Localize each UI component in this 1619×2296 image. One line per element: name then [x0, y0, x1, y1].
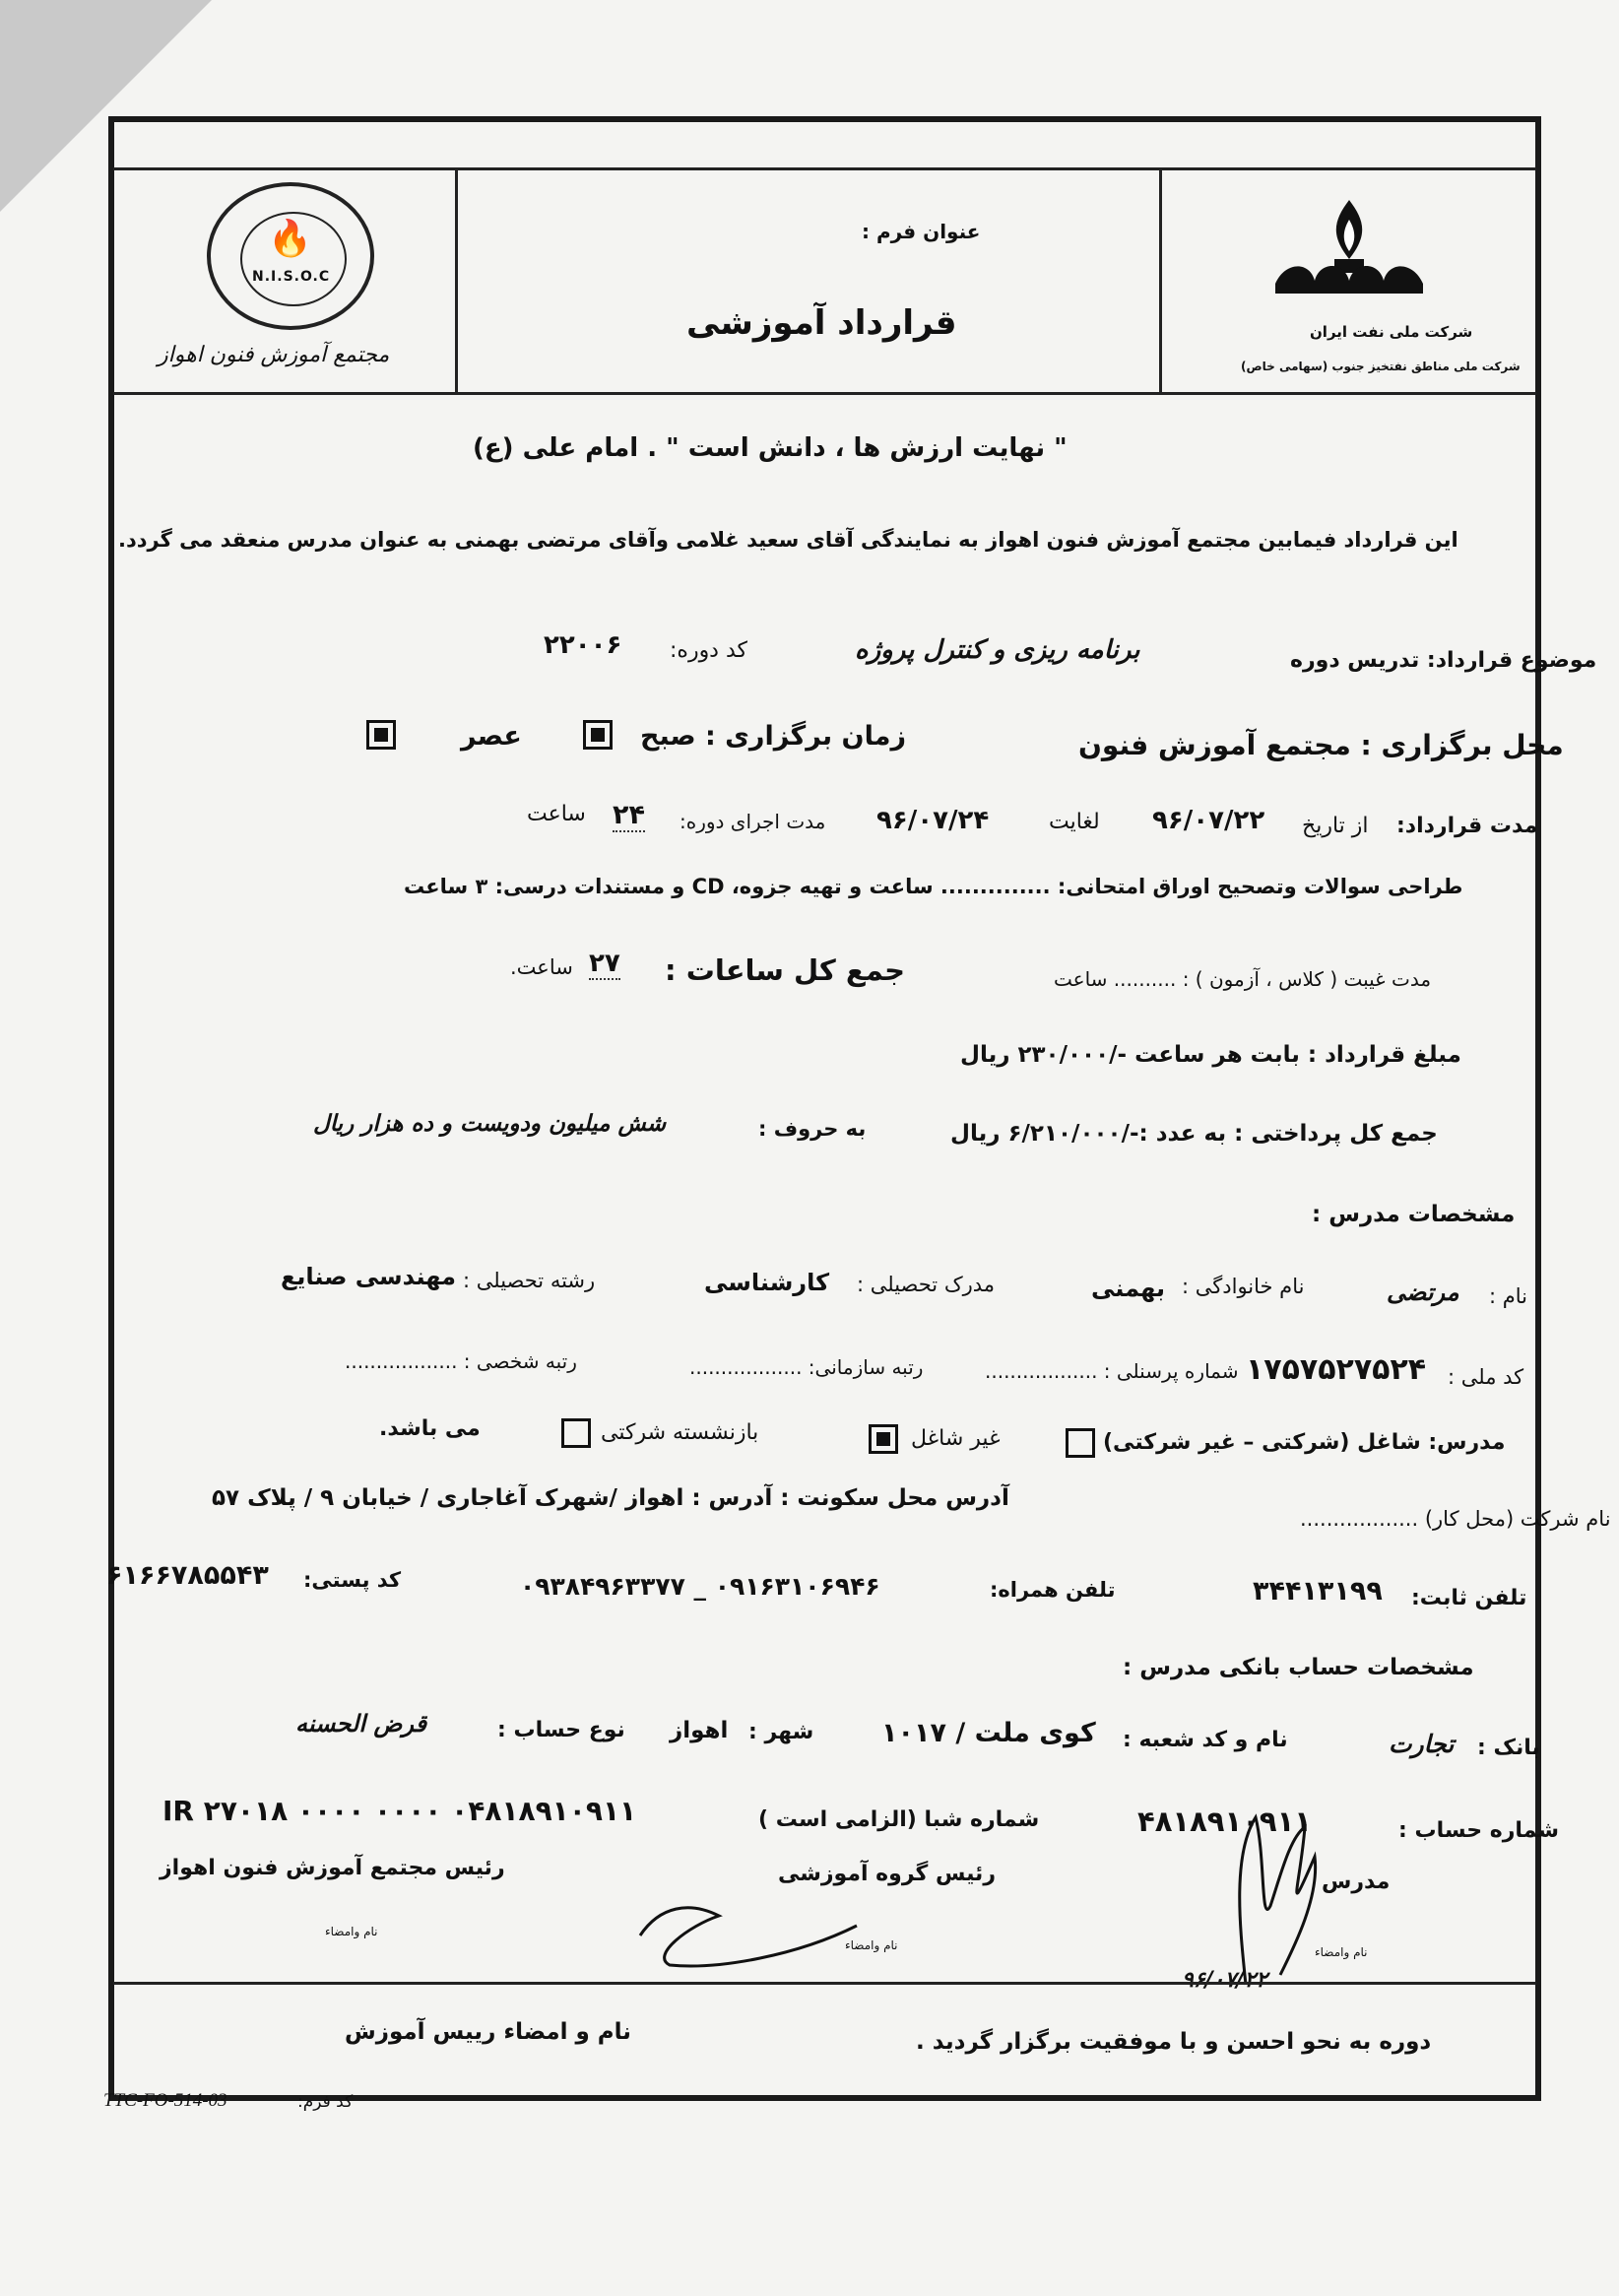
course-code-label: کد دوره:: [670, 638, 747, 663]
duration-to: لغایت: [1049, 810, 1100, 834]
quote: " نهایت ارزش ها ، دانش است " . امام علی (ع): [473, 433, 1068, 463]
teacher-family: بهمنی: [1091, 1275, 1166, 1302]
payment-words: شش میلیون ودویست و ده هزار ریال: [313, 1111, 667, 1137]
branch: کوی ملت / ۱۰۱۷: [881, 1718, 1096, 1748]
duration-from: از تاریخ: [1302, 814, 1369, 838]
retired-checkbox[interactable]: [561, 1418, 591, 1448]
home-address: آدرس محل سکونت : آدرس : اهواز /شهرک آغاجاری / خیابان ۹ / پلاک ۵۷: [212, 1485, 1009, 1511]
mobile-label: تلفن همراه:: [990, 1578, 1116, 1602]
morning-checkbox[interactable]: [583, 720, 613, 750]
complex-head-title: رئیس مجتمع آموزش فنون اهواز: [160, 1856, 505, 1880]
subject-label: موضوع قرارداد: تدریس دوره: [1290, 648, 1597, 673]
time-label: زمان برگزاری : صبح: [640, 721, 906, 752]
bank-heading: مشخصات حساب بانکی مدرس :: [1123, 1655, 1474, 1680]
to-date: ۹۶/۰۷/۲۴: [876, 806, 990, 835]
contract-amount: مبلغ قرارداد : بابت هر ساعت -/۲۳۰/۰۰۰ ریال: [960, 1042, 1461, 1068]
form-code-label: کد فرم:: [297, 2092, 354, 2112]
group-head-signature-icon: [630, 1896, 867, 1975]
complex-head-caption: نام وامضاء: [325, 1925, 378, 1938]
course-duration-label: مدت اجرای دوره:: [680, 810, 826, 833]
total-hours-value: ۲۷: [589, 949, 620, 978]
degree-label: مدرک تحصیلی :: [857, 1273, 996, 1296]
complex-caption: مجتمع آموزش فنون اهواز: [158, 343, 390, 367]
form-title: قرارداد آموزشی: [686, 303, 957, 343]
duration-label: مدت قرارداد:: [1396, 814, 1538, 838]
bank-name: تجارت: [1389, 1730, 1455, 1758]
nioc-logo-icon: [1265, 190, 1433, 308]
header-middle-cell: [458, 170, 1162, 392]
teacher-sign-caption: نام وامضاء: [1315, 1945, 1368, 1959]
sheba-number: IR ۲۷۰۱۸ ۰۰۰۰ ۰۰۰۰ ۰۴۸۱۸۹۱۰۹۱۱: [162, 1795, 637, 1827]
teacher-name-label: نام :: [1489, 1284, 1527, 1308]
teacher-field: مهندسی صنایع: [281, 1263, 457, 1290]
account-number: ۴۸۱۸۹۱۰۹۱۱: [1137, 1804, 1313, 1838]
postal-code: ۶۱۶۶۷۸۵۵۴۳: [106, 1560, 269, 1591]
teacher-signature-icon: [1187, 1798, 1344, 1995]
group-head-title: رئیس گروه آموزشی: [778, 1862, 996, 1886]
non-employed-label: غیر شاغل: [911, 1426, 1001, 1451]
teacher-sign-date: ۹۶/۰۷/۲۲: [1182, 1968, 1267, 1993]
family-label: نام خانوادگی :: [1182, 1275, 1305, 1298]
national-code: ۱۷۵۷۵۲۷۵۲۴: [1246, 1352, 1427, 1387]
branch-label: نام و کد شعبه :: [1123, 1728, 1288, 1752]
form-code: TTC-FO-514-03: [103, 2090, 227, 2111]
subject-value: برنامه ریزی و کنترل پروژه: [855, 635, 1140, 665]
mobile: ۰۹۳۸۴۹۶۳۳۷۷ _ ۰۹۱۶۳۱۰۶۹۴۶: [520, 1572, 880, 1601]
header-left-cell: [113, 170, 458, 392]
company-name: شرکت ملی نفت ایران: [1310, 323, 1473, 341]
course-hours: ۲۴: [613, 800, 645, 830]
teacher-heading: مشخصات مدرس :: [1312, 1202, 1516, 1227]
teacher-name: مرتضی: [1387, 1279, 1459, 1306]
personnel-number: شماره پرسنلی : ..................: [985, 1359, 1239, 1383]
intro: این قرارداد فیمابین مجتمع آموزش فنون اهواز به نمایندگی آقای سعید غلامی وآقای مرتضی بهمنی به عنوان مدرس منعقد می گردد.: [118, 528, 1458, 552]
afternoon-label: عصر: [461, 721, 522, 752]
company-sub: شرکت ملی مناطق نفتخیز جنوب (سهامی خاص): [1241, 360, 1521, 373]
company-workplace: نام شرکت (محل کار) ..................: [1300, 1507, 1611, 1531]
org-rank: رتبه سازمانی: ..................: [689, 1355, 924, 1379]
from-date: ۹۶/۰۷/۲۲: [1152, 806, 1265, 835]
city-label: شهر :: [748, 1720, 814, 1744]
personal-rank: رتبه شخصی : ..................: [345, 1349, 577, 1373]
teacher-degree: کارشناسی: [704, 1269, 830, 1296]
total-payment: جمع کل پرداختی : به عدد :-/۶/۲۱۰/۰۰۰ ریال: [950, 1121, 1438, 1147]
field-label: رشته تحصیلی :: [463, 1269, 596, 1292]
account-number-label: شماره حساب :: [1398, 1818, 1560, 1843]
total-hours-label: جمع کل ساعات :: [665, 953, 906, 987]
course-hours-unit: ساعت: [527, 802, 586, 826]
header-right-cell: [1162, 170, 1536, 392]
landline-label: تلفن ثابت:: [1411, 1586, 1527, 1610]
venue-label: محل برگزاری : مجتمع آموزش فنون: [1078, 729, 1564, 761]
non-employed-checkbox[interactable]: [869, 1424, 898, 1454]
training-head-sign: نام و امضاء رییس آموزش: [345, 2019, 631, 2045]
group-head-caption: نام وامضاء: [845, 1938, 898, 1952]
ntc-seal-icon: 🔥 N.I.S.O.C: [207, 182, 374, 330]
form-title-label: عنوان فرم :: [862, 220, 981, 243]
exam-prep: طراحی سوالات وتصحیح اوراق امتحانی: .............. ساعت و تهیه جزوه، CD و مستندات درسی: ۳ ساعت: [404, 875, 1463, 898]
account-type-label: نوع حساب :: [497, 1718, 625, 1742]
bank-label: بانک :: [1477, 1736, 1540, 1760]
teacher-status-label: مدرس: شاغل (شرکتی – غیر شرکتی): [1103, 1430, 1506, 1455]
completion-note: دوره به نحو احسن و با موفقیت برگزار گردید .: [916, 2029, 1432, 2055]
afternoon-checkbox[interactable]: [366, 720, 396, 750]
sheba-label: شماره شبا (الزامی است ): [758, 1807, 1040, 1832]
national-code-label: کد ملی :: [1448, 1365, 1524, 1389]
form-header: [113, 167, 1536, 395]
landline: ۳۴۴۱۳۱۹۹: [1253, 1576, 1383, 1607]
account-type: قرض الحسنه: [295, 1710, 427, 1738]
status-end: می باشد.: [379, 1416, 481, 1441]
teacher-sign-title: مدرس: [1322, 1870, 1391, 1894]
payment-words-label: به حروف :: [758, 1117, 867, 1141]
city: اهواز: [670, 1718, 729, 1743]
absence: مدت غیبت ( کلاس ، آزمون ) : .......... ساعت: [1054, 967, 1432, 991]
employed-checkbox[interactable]: [1066, 1428, 1095, 1458]
course-code: ۲۲۰۰۶: [544, 630, 622, 660]
total-hours-unit: ساعت.: [510, 955, 573, 979]
retired-label: بازنشسته شرکتی: [601, 1420, 759, 1445]
postal-code-label: کد پستی:: [303, 1568, 402, 1592]
